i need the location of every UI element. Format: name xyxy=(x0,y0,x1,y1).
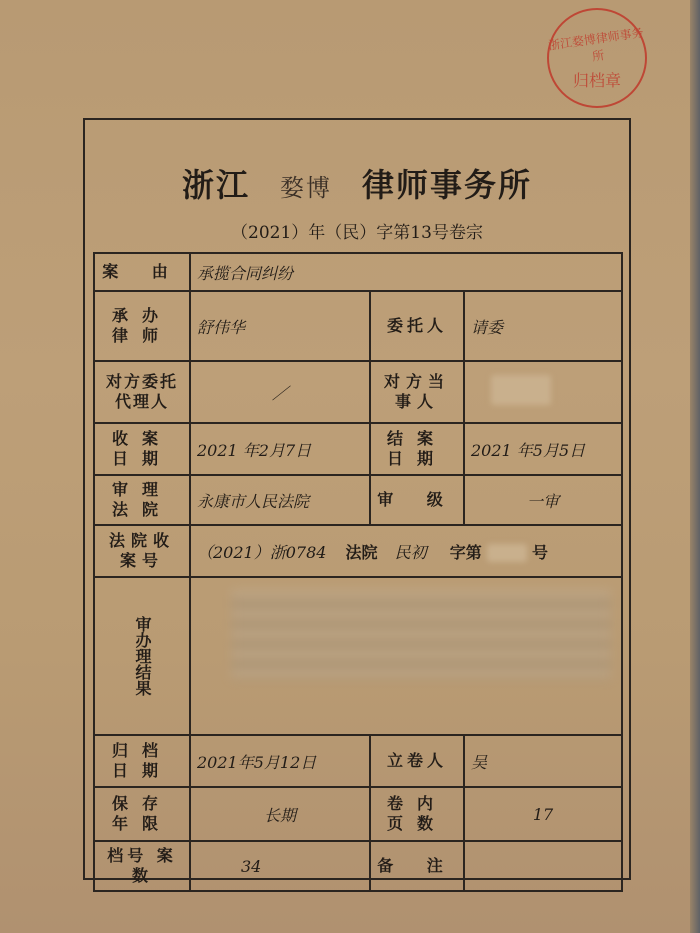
value-file-number: 34 xyxy=(190,841,370,891)
label-case-reason: 案 由 xyxy=(94,253,190,291)
label-lawyer: 承办律师 xyxy=(94,291,190,361)
row-court-number xyxy=(94,525,622,577)
row-file-number xyxy=(94,841,622,891)
row-result xyxy=(94,577,622,735)
row-case-reason xyxy=(94,253,622,291)
value-court: 永康市人民法院 xyxy=(190,475,370,525)
label-remarks: 备 注 xyxy=(370,841,464,891)
label-court-number: 法院收案号 xyxy=(94,525,190,577)
value-result xyxy=(190,577,622,735)
label-file-number-b: 案数 xyxy=(131,846,177,885)
title-firm-name: 婺博 xyxy=(280,174,332,202)
volume-number: （2021）年（民）字第13号卷宗 xyxy=(231,223,483,243)
court-number-year: （2021）浙0784 xyxy=(197,542,327,562)
label-result: 审办理结果 xyxy=(94,577,190,735)
value-client: 请委 xyxy=(464,291,622,361)
row-dates xyxy=(94,423,622,475)
archive-stamp xyxy=(547,8,647,108)
label-filer: 立卷人 xyxy=(370,735,464,787)
row-opposing xyxy=(94,361,622,423)
value-receive-date: 2021 年2月7日 xyxy=(190,423,370,475)
row-retention xyxy=(94,787,622,841)
court-number-end: 号 xyxy=(531,542,548,562)
value-filer: 吴 xyxy=(464,735,622,787)
value-opposing-party xyxy=(464,361,622,423)
label-close-date: 结案日期 xyxy=(370,423,464,475)
result-redacted xyxy=(231,590,611,680)
value-archive-date: 2021年5月12日 xyxy=(190,735,370,787)
value-trial-level: 一审 xyxy=(464,475,622,525)
label-opposing-agent: 对方委托代理人 xyxy=(94,361,190,423)
label-receive-date: 收案日期 xyxy=(94,423,190,475)
value-opposing-agent: ／ xyxy=(190,361,370,423)
court-number-suffix: 字第 xyxy=(449,542,482,562)
value-page-count: 17 xyxy=(464,787,622,841)
value-lawyer: 舒伟华 xyxy=(190,291,370,361)
value-court-number xyxy=(190,525,622,577)
label-opposing-party: 对方当事人 xyxy=(370,361,464,423)
row-archive xyxy=(94,735,622,787)
label-page-count: 卷内页数 xyxy=(370,787,464,841)
stamp-firm-text: 浙江婺博律师事务所 xyxy=(547,25,645,64)
label-court: 审理法院 xyxy=(94,475,190,525)
title-province: 浙江 xyxy=(181,166,250,204)
row-lawyer xyxy=(94,291,622,361)
label-client: 委托人 xyxy=(370,291,464,361)
court-number-type: 民初 xyxy=(394,542,427,562)
label-archive-date: 归档日期 xyxy=(94,735,190,787)
row-court xyxy=(94,475,622,525)
label-retention: 保存年限 xyxy=(94,787,190,841)
label-file-number xyxy=(94,841,190,891)
case-form xyxy=(93,252,623,892)
stamp-label: 归档章 xyxy=(572,71,621,90)
title-suffix: 律师事务所 xyxy=(362,166,533,204)
label-trial-level: 审 级 xyxy=(370,475,464,525)
value-retention: 长期 xyxy=(190,787,370,841)
form-frame xyxy=(83,118,631,885)
value-close-date: 2021 年5月5日 xyxy=(464,423,622,475)
page-title xyxy=(85,160,629,206)
court-number-redacted xyxy=(487,544,527,562)
value-case-reason: 承揽合同纠纷 xyxy=(190,253,622,291)
background-edge xyxy=(690,0,700,933)
label-file-number-a: 档号 xyxy=(107,846,148,865)
value-remarks xyxy=(464,841,622,891)
court-number-court-label: 法院 xyxy=(345,542,378,562)
